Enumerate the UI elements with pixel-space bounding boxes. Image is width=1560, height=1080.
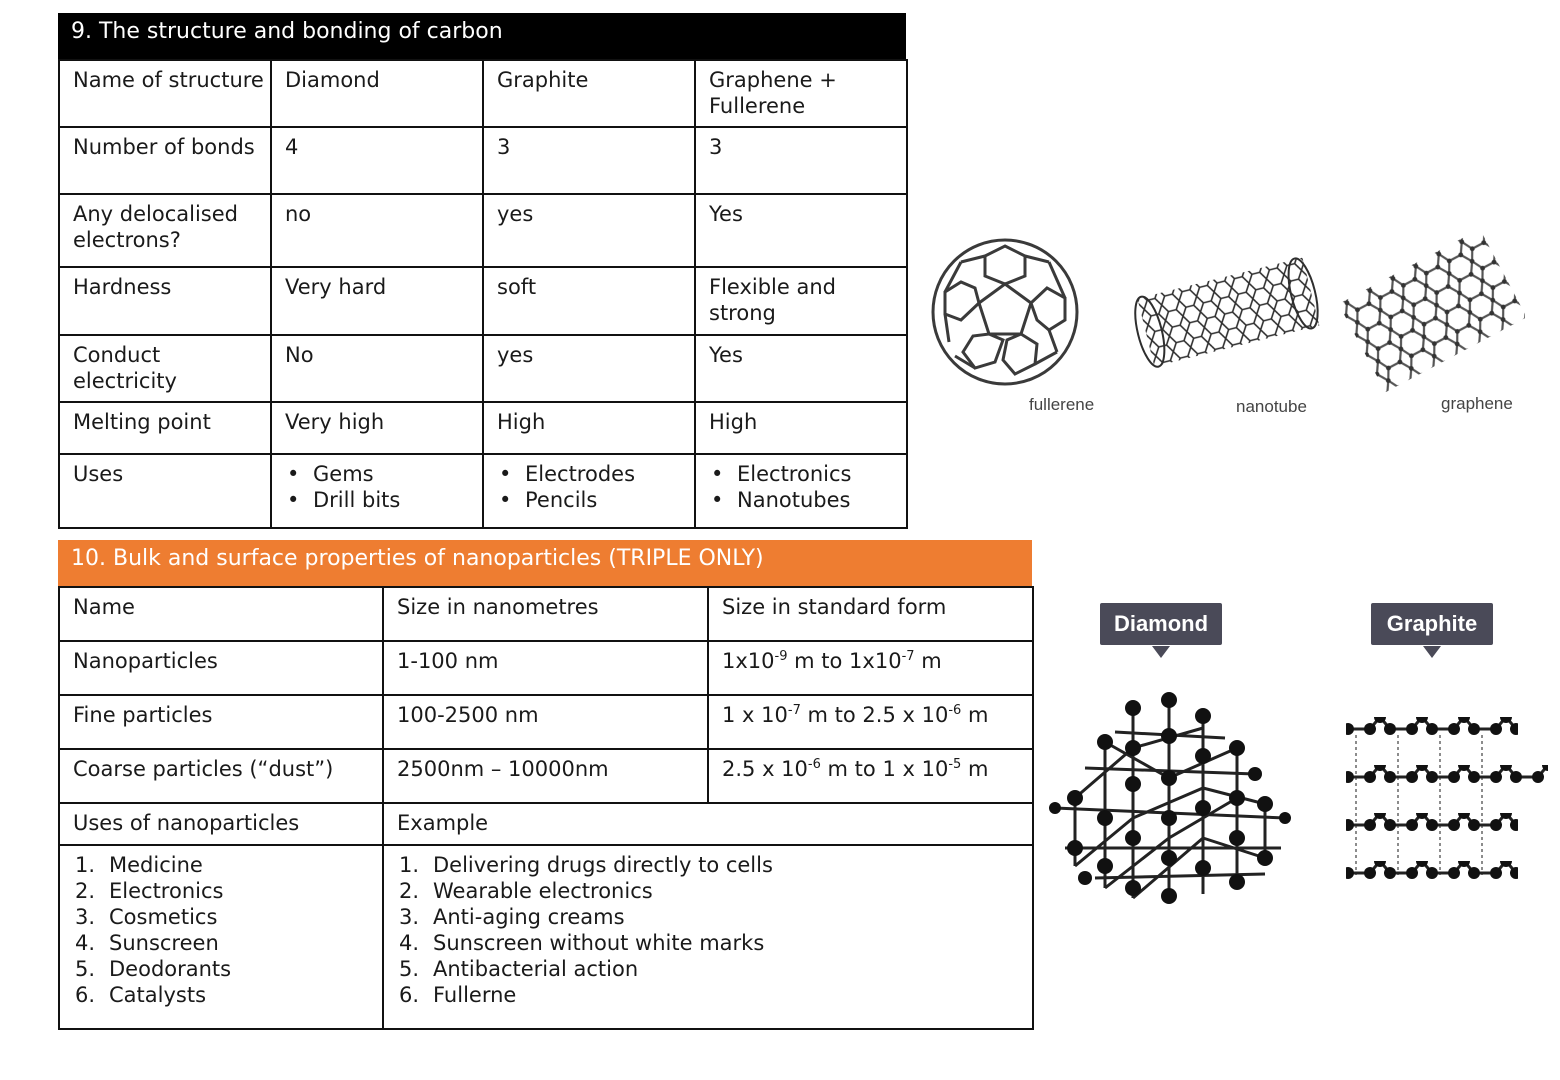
list-item: 1. Medicine — [75, 853, 203, 877]
nanoparticle-size-table — [58, 586, 1034, 804]
particle-name: Nanoparticles — [59, 641, 383, 695]
row-label: Number of bonds — [59, 127, 271, 194]
table-header-row — [59, 587, 1033, 641]
graphene-cell: Yes — [695, 194, 907, 267]
size-standard-form: $1x10^{-9}$ m to $1x10^{-7}$ m — [708, 641, 1033, 695]
diamond-cell: Very high — [271, 402, 483, 454]
nanotube-illustration — [1130, 250, 1320, 380]
list-item: 2. Electronics — [75, 879, 224, 903]
size-standard-form: 2.5 x $10^{-6}$ m to 1 x $10^{-5}$ m — [708, 749, 1033, 803]
examples-list-cell — [383, 845, 1033, 1029]
list-item: 5. Antibacterial action — [399, 957, 639, 981]
row-label: Conduct electricity — [59, 335, 271, 402]
list-item: • Gems — [285, 461, 482, 487]
table-row — [59, 749, 1033, 803]
list-item: • Nanotubes — [709, 487, 906, 513]
diamond-cell: Diamond — [271, 60, 483, 127]
table-row — [59, 60, 907, 127]
table-row — [59, 402, 907, 454]
examples-list — [397, 852, 1032, 1008]
column-header: Size in standard form — [708, 587, 1033, 641]
diamond-cell: Very hard — [271, 267, 483, 335]
nanoparticle-uses-table — [58, 802, 1034, 1030]
list-item: 4. Sunscreen without white marks — [399, 931, 765, 955]
graphene-cell: Yes — [695, 335, 907, 402]
diamond-cell: No — [271, 335, 483, 402]
size-nm: 2500nm – 10000nm — [383, 749, 708, 803]
section9 — [58, 13, 906, 529]
column-header: Example — [383, 803, 1033, 845]
list-item: 1. Delivering drugs directly to cells — [399, 853, 773, 877]
section10 — [58, 540, 1032, 1030]
table-row — [59, 845, 1033, 1029]
diamond-lattice-illustration — [1045, 688, 1295, 920]
row-label: Uses — [59, 454, 271, 528]
column-header: Name — [59, 587, 383, 641]
size-nm: 100-2500 nm — [383, 695, 708, 749]
table-row — [59, 194, 907, 267]
list-item: 3. Cosmetics — [75, 905, 218, 929]
graphite-cell: High — [483, 402, 695, 454]
row-label: Any delocalised electrons? — [59, 194, 271, 267]
carbon-structure-table — [58, 59, 908, 529]
diamond-cell: 4 — [271, 127, 483, 194]
uses-list — [73, 852, 382, 1008]
graphite-uses — [483, 454, 695, 528]
list-item: 5. Deodorants — [75, 957, 232, 981]
row-label: Name of structure — [59, 60, 271, 127]
graphene-caption: graphene — [1441, 394, 1513, 413]
graphite-cell: yes — [483, 335, 695, 402]
graphite-cell: 3 — [483, 127, 695, 194]
graphene-cell: High — [695, 402, 907, 454]
list-item: 6. Catalysts — [75, 983, 207, 1007]
table-header-row — [59, 803, 1033, 845]
fullerene-illustration — [925, 232, 1085, 392]
list-item: • Electrodes — [497, 461, 694, 487]
tag-pointer-icon — [1423, 646, 1441, 658]
row-label: Hardness — [59, 267, 271, 335]
graphene-illustration — [1335, 232, 1525, 392]
size-standard-form: 1 x $10^{-7}$ m to 2.5 x $10^{-6}$ m — [708, 695, 1033, 749]
table-row — [59, 335, 907, 402]
size-nm: 1-100 nm — [383, 641, 708, 695]
section10-title: 10. Bulk and surface properties of nanoparticles (TRIPLE ONLY) — [58, 540, 1032, 586]
diamond-cell: no — [271, 194, 483, 267]
list-item: • Pencils — [497, 487, 694, 513]
table-row — [59, 267, 907, 335]
list-item: 3. Anti-aging creams — [399, 905, 625, 929]
nanotube-caption: nanotube — [1236, 397, 1307, 416]
list-item: 2. Wearable electronics — [399, 879, 653, 903]
table-row — [59, 454, 907, 528]
diamond-uses — [271, 454, 483, 528]
particle-name: Coarse particles (“dust”) — [59, 749, 383, 803]
graphene-uses — [695, 454, 907, 528]
graphite-layers-illustration — [1338, 705, 1548, 899]
graphite-cell: soft — [483, 267, 695, 335]
tag-pointer-icon — [1152, 646, 1170, 658]
list-item: 4. Sunscreen — [75, 931, 219, 955]
graphite-cell: Graphite — [483, 60, 695, 127]
table-row — [59, 127, 907, 194]
row-label: Melting point — [59, 402, 271, 454]
table-row — [59, 641, 1033, 695]
column-header: Uses of nanoparticles — [59, 803, 383, 845]
column-header: Size in nanometres — [383, 587, 708, 641]
diamond-label: Diamond — [1100, 603, 1222, 645]
graphite-label: Graphite — [1371, 603, 1493, 645]
particle-name: Fine particles — [59, 695, 383, 749]
table-row — [59, 695, 1033, 749]
graphene-cell: Flexible and strong — [695, 267, 907, 335]
list-item: 6. Fullerne — [399, 983, 517, 1007]
uses-list-cell — [59, 845, 383, 1029]
section9-title: 9. The structure and bonding of carbon — [58, 13, 906, 59]
graphene-cell: Graphene + Fullerene — [695, 60, 907, 127]
fullerene-caption: fullerene — [1029, 395, 1095, 414]
graphene-cell: 3 — [695, 127, 907, 194]
graphite-cell: yes — [483, 194, 695, 267]
list-item: • Electronics — [709, 461, 906, 487]
list-item: • Drill bits — [285, 487, 482, 513]
